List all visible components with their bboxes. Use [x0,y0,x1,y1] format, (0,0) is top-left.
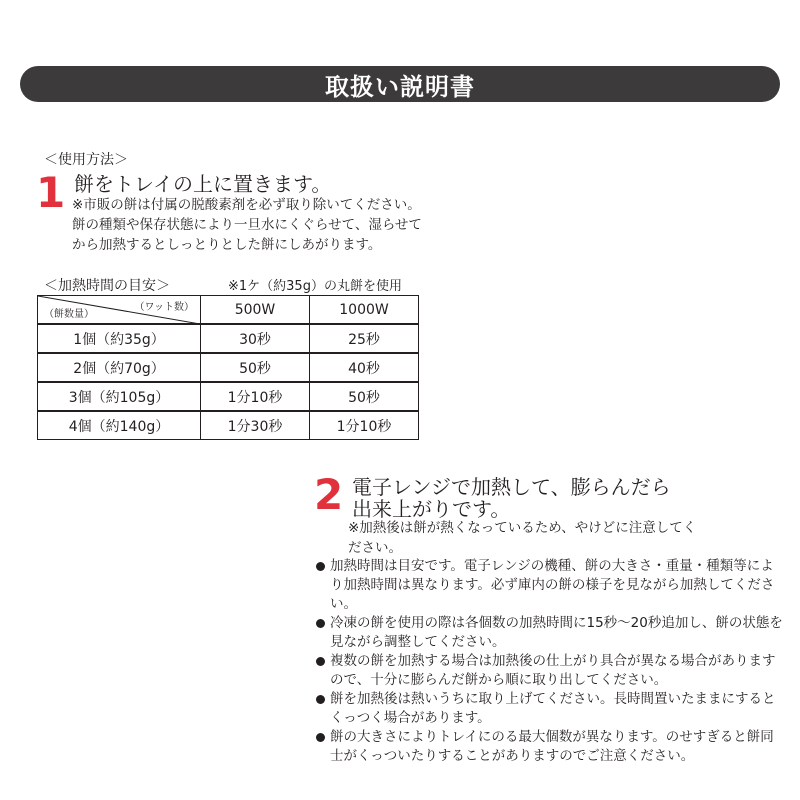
row-time-1000w: 1分10秒 [310,411,419,440]
list-item-text: 加熱時間は目安です。電子レンジの機種、餅の大きさ・重量・種類等により加熱時間は異なります。必ず庫内の餅の様子を見ながら加熱してください。 [330,558,775,612]
step-2-number: 2 [314,470,344,519]
step-1-number: 1 [36,168,66,217]
row-time-500w: 1分30秒 [201,411,310,440]
table-header-row [38,296,419,325]
bullet-icon [316,619,325,628]
wattage-axis-label: （ワット数） [134,302,194,313]
row-quantity: 1個（約35g） [38,324,201,353]
step-2-title-line-2: 出来上がりです。 [352,497,511,521]
list-item [314,614,784,652]
step-2-title-line-1: 電子レンジで加熱して、膨らんだら [352,475,671,499]
bullet-icon [316,562,325,571]
table-row [38,382,419,411]
header-500w: 500W [201,296,310,325]
table-corner-cell [38,296,201,325]
step-2-note: ※加熱後は餅が熱くなっているため、やけどに注意してください。 [348,520,697,556]
title-banner [20,66,780,102]
list-item-text: 餅の大きさによりトレイにのる最大個数が異なります。のせすぎると餅同士がくっついたりすることがありますのでご注意ください。 [330,729,774,764]
bullet-icon [316,733,325,742]
list-item [314,652,784,690]
heating-time-table [37,295,419,440]
heating-time-caption: ※1ケ（約35g）の丸餅を使用 [228,279,402,294]
bullet-icon [316,657,325,666]
heating-time-heading: ＜加熱時間の目安＞ [44,278,170,294]
table-row [38,353,419,382]
step-1-title: 餅をトレイの上に置きます。 [74,172,332,196]
row-time-500w: 50秒 [201,353,310,382]
row-time-500w: 30秒 [201,324,310,353]
list-item-text: 複数の餅を加熱する場合は加熱後の仕上がり具合が異なる場合がありますので、十分に膨らんだ餅から順に取り出してください。 [330,653,776,688]
quantity-axis-label: （餅数量） [44,309,94,320]
usage-heading: ＜使用方法＞ [44,152,128,168]
step-1-note: ※市販の餅は付属の脱酸素剤を必ず取り除いてください。餅の種類や保存状態により一旦水にくぐらせて、湿らせてから加熱するとしっとりとした餅にしあがります。 [72,197,422,253]
bullet-icon [316,695,325,704]
list-item-text: 餅を加熱後は熱いうちに取り上げてください。長時間置いたままにするとくっつく場合があります。 [330,691,776,726]
list-item [314,557,784,614]
row-time-1000w: 25秒 [310,324,419,353]
list-item [314,690,784,728]
list-item-text: 冷凍の餅を使用の際は各個数の加熱時間に15秒〜20秒追加し、餅の状態を見ながら調整してください。 [330,615,783,650]
table-row [38,411,419,440]
row-quantity: 2個（約70g） [38,353,201,382]
row-time-500w: 1分10秒 [201,382,310,411]
header-1000w: 1000W [310,296,419,325]
row-quantity: 3個（約105g） [38,382,201,411]
step-2-title [352,476,671,520]
document-title: 取扱い説明書 [325,72,475,101]
caution-list [314,557,784,766]
list-item [314,728,784,766]
row-time-1000w: 50秒 [310,382,419,411]
row-time-1000w: 40秒 [310,353,419,382]
table-row [38,324,419,353]
row-quantity: 4個（約140g） [38,411,201,440]
